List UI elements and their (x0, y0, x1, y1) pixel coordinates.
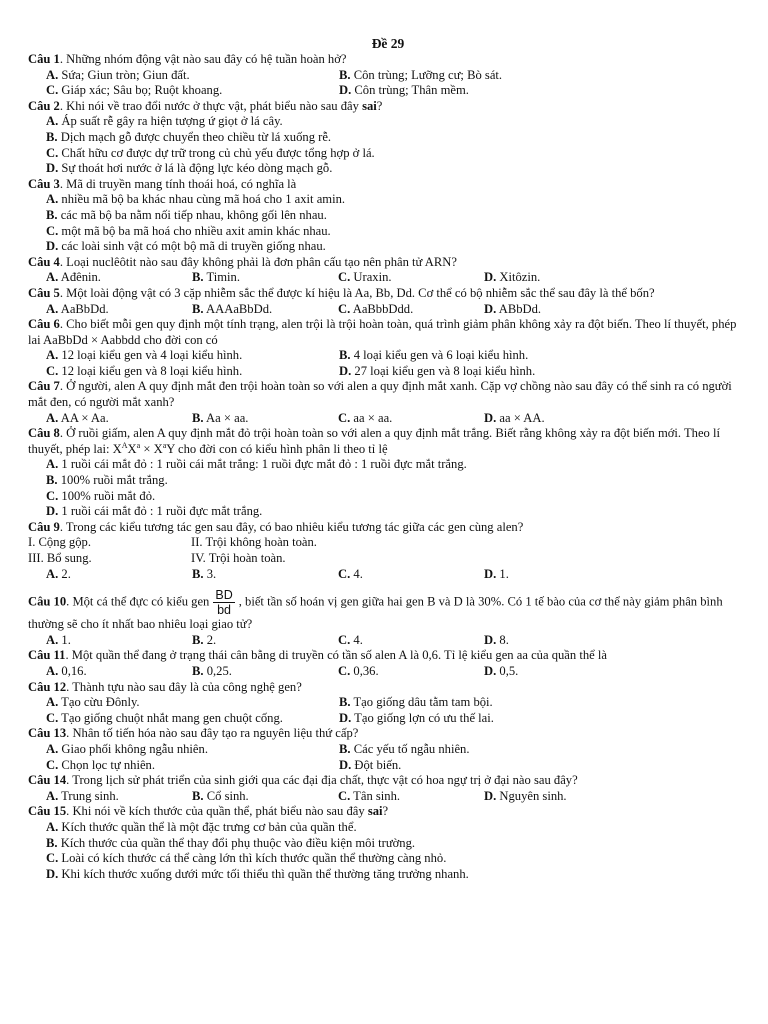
option-a[interactable]: A. Giao phối không ngẫu nhiên. (46, 741, 208, 756)
option-c[interactable]: C. 12 loại kiểu gen và 8 loại kiểu hình. (46, 363, 243, 378)
statement-item: I. Cộng gộp. (28, 535, 91, 550)
question-9 (28, 520, 748, 536)
option-d[interactable]: D. Sự thoát hơi nước ở lá là động lực kéo dòng mạch gỗ. (46, 161, 333, 176)
answer-options (28, 270, 748, 286)
statement-item: II. Trội không hoàn toàn. (191, 535, 317, 550)
option-a[interactable]: A. Ađênin. (46, 270, 101, 285)
option-c[interactable]: C. 100% ruồi mắt đỏ. (46, 488, 156, 503)
answer-options (28, 348, 748, 379)
option-b[interactable]: B. Kích thước của quần thể thay đổi phụ thuộc vào điều kiện môi trường. (46, 835, 416, 850)
option-b[interactable]: B. Timin. (192, 270, 240, 285)
emphasis: sai (367, 804, 383, 819)
statement-list (28, 535, 748, 566)
question-5 (28, 286, 748, 302)
option-c[interactable]: C. Uraxin. (338, 270, 392, 285)
option-b[interactable]: B. Tạo giống dâu tằm tam bội. (339, 695, 493, 710)
option-a[interactable]: A. Tạo cừu Đônly. (46, 695, 140, 710)
question-text: . Một quần thể đang ở trạng thái cân bằng di truyền có tần số alen A là 0,6. Tỉ lệ kiểu gen aa của quần thể là (65, 648, 607, 663)
option-b[interactable]: B. 2. (192, 632, 217, 647)
question-text: . Thành tựu nào sau đây là của công nghệ gen? (66, 679, 302, 694)
option-d[interactable]: D. aa × AA. (484, 410, 545, 425)
question-text: . Nhân tố tiến hóa nào sau đây tạo ra nguyên liệu thứ cấp? (66, 726, 359, 741)
option-c[interactable]: C. một mã bộ ba mã hoá cho nhiều axit amin khác nhau. (46, 223, 331, 238)
option-a[interactable]: A. Trung sinh. (46, 788, 119, 803)
question-text: . Cho biết mỗi gen quy định một tính trạng, alen trội là trội hoàn toàn, quá trình giảm phân không xảy ra đột biến. Theo lí thuyết, phép lai AaBbDd × Aabbdd cho đời con có (28, 317, 737, 347)
option-c[interactable]: C. Chất hữu cơ được dự trữ trong củ chủ yếu được tổng hợp ở lá. (46, 145, 375, 160)
question-14 (28, 773, 748, 789)
question-text: . Một loài động vật có 3 cặp nhiễm sắc thể được kí hiệu là Aa, Bb, Dd. Cơ thể có bộ nhiễm sắc thể sau đây là thể bốn? (59, 285, 655, 300)
option-d[interactable]: D. Khi kích thước xuống dưới mức tối thiểu thì quần thể thường tăng trưởng nhanh. (46, 866, 469, 881)
question-number: Câu 15 (28, 804, 67, 819)
option-b[interactable]: B. 4 loại kiểu gen và 6 loại kiểu hình. (339, 348, 529, 363)
emphasis: sai (362, 98, 377, 113)
answer-options (28, 633, 748, 649)
option-c[interactable]: C. Giáp xác; Sâu bọ; Ruột khoang. (46, 83, 223, 98)
question-4 (28, 255, 748, 271)
option-a[interactable]: A. nhiều mã bộ ba khác nhau cùng mã hoá cho 1 axit amin. (46, 192, 346, 207)
question-number: Câu 8 (28, 426, 60, 441)
option-c[interactable]: C. AaBbbDdd. (338, 301, 414, 316)
question-6 (28, 317, 748, 348)
option-b[interactable]: B. 3. (192, 566, 217, 581)
option-d[interactable]: D. các loài sinh vật có một bộ mã di truyền giống nhau. (46, 239, 326, 254)
exam-title: Đề 29 (371, 36, 405, 51)
answer-options (28, 411, 748, 427)
option-a[interactable]: A. 1. (46, 632, 71, 647)
question-text: . Loại nuclêôtit nào sau đây không phải là đơn phân cấu tạo nên phân tử ARN? (59, 254, 457, 269)
option-a[interactable]: A. 2. (46, 566, 71, 581)
option-b[interactable]: B. Aa × aa. (192, 410, 249, 425)
question-number: Câu 14 (28, 773, 67, 788)
option-a[interactable]: A. Kích thước quần thể là một đặc trưng cơ bản của quần thể. (46, 819, 357, 834)
option-d[interactable]: D. 1 ruồi cái mắt đỏ : 1 ruồi đực mắt trắng. (46, 504, 263, 519)
question-3 (28, 177, 748, 193)
option-a[interactable]: A. AaBbDd. (46, 301, 109, 316)
statement-item: IV. Trội hoàn toàn. (191, 551, 286, 565)
option-a[interactable]: A. 1 ruồi cái mắt đỏ : 1 ruồi cái mắt trắng: 1 ruồi đực mắt đỏ : 1 ruồi đực mắt trắng. (46, 457, 467, 472)
option-d[interactable]: D. Đột biến. (339, 757, 402, 772)
question-10: Câu 10. Một cá thể đực có kiểu gen $\frac{BD}{bd}$ , biết tần số hoán vị gen giữa hai gen B và D là 30%. Có 1 tế bào của cơ thể này giảm phân bình thường sẽ cho ít nhất bao nhiêu loại giao tử? (28, 588, 723, 632)
question-2: Câu 2. Khi nói về trao đổi nước ở thực vật, phát biểu nào sau đây sai? (28, 98, 383, 113)
option-b[interactable]: B. 100% ruồi mắt trắng. (46, 473, 168, 488)
question-number: Câu 10 (28, 594, 67, 609)
question-15: Câu 15. Khi nói về kích thước của quần thể, phát biểu nào sau đây sai? (28, 804, 389, 819)
option-c[interactable]: C. Loài có kích thước cá thể càng lớn thì kích thước quần thể thường càng nhỏ. (46, 851, 447, 866)
option-c[interactable]: C. 0,36. (338, 663, 379, 678)
option-b[interactable]: B. Dịch mạch gỗ được chuyển theo chiều từ lá xuống rễ. (46, 129, 332, 144)
option-a[interactable]: A. 0,16. (46, 663, 87, 678)
question-8: Câu 8. Ở ruồi giấm, alen A quy định mắt đỏ trội hoàn toàn so với alen a quy định mắt trắng. Biết rằng không xảy ra đột biến mới. Theo lí thuyết, phép lai: $X^AX^a \times X^aY$ cho đời con có kiểu hình phân li theo tỉ lệ (28, 426, 720, 456)
question-1 (28, 52, 748, 68)
option-c[interactable]: C. 4. (338, 632, 363, 647)
question-13 (28, 726, 748, 742)
question-number: Câu 6 (28, 317, 60, 332)
option-b[interactable]: B. Côn trùng; Lưỡng cư; Bò sát. (339, 67, 503, 82)
option-a[interactable]: A. AA × Aa. (46, 410, 109, 425)
answer-options (28, 695, 748, 726)
answer-options (28, 68, 748, 99)
question-number: Câu 5 (28, 285, 60, 300)
option-b[interactable]: B. Các yếu tố ngẫu nhiên. (339, 741, 470, 756)
option-d[interactable]: D. Xitôzin. (484, 270, 541, 285)
question-number: Câu 7 (28, 379, 60, 394)
genotype-fraction: $\frac{BD}{bd}$ (215, 588, 233, 618)
option-c[interactable]: C. aa × aa. (338, 410, 393, 425)
option-c[interactable]: C. Chọn lọc tự nhiên. (46, 757, 155, 772)
question-text: . Những nhóm động vật nào sau đây có hệ tuần hoàn hở? (59, 52, 347, 66)
answer-options (28, 302, 748, 318)
option-d[interactable]: D. 1. (484, 566, 509, 581)
question-number: Câu 12 (28, 679, 67, 694)
answer-options (28, 664, 748, 680)
question-text: . Trong các kiểu tương tác gen sau đây, có bao nhiêu kiểu tương tác giữa các gen cùng alen? (59, 519, 524, 534)
option-a[interactable]: A. Áp suất rễ gây ra hiện tượng ứ giọt ở lá cây. (46, 114, 283, 129)
option-d[interactable]: D. 8. (484, 632, 509, 647)
question-7 (28, 379, 748, 410)
answer-options (28, 567, 748, 583)
option-c[interactable]: C. Tạo giống chuột nhắt mang gen chuột cống. (46, 710, 283, 725)
question-number: Câu 1 (28, 52, 60, 66)
question-number: Câu 2 (28, 98, 60, 113)
option-d[interactable]: D. Tạo giống lợn có ưu thế lai. (339, 710, 494, 725)
question-number: Câu 9 (28, 519, 60, 534)
option-b[interactable]: B. các mã bộ ba nằm nối tiếp nhau, không gối lên nhau. (46, 207, 327, 222)
option-b[interactable]: B. Cổ sinh. (192, 788, 249, 803)
option-b[interactable]: B. 0,25. (192, 663, 232, 678)
option-c[interactable]: C. 4. (338, 566, 363, 581)
option-a[interactable]: A. Sứa; Giun tròn; Giun đất. (46, 67, 190, 82)
option-d[interactable]: D. Côn trùng; Thân mềm. (339, 83, 469, 98)
question-text: . Mã di truyền mang tính thoái hoá, có nghĩa là (59, 176, 297, 191)
option-d[interactable]: D. ABbDd. (484, 301, 542, 316)
option-d[interactable]: D. 27 loại kiểu gen và 8 loại kiểu hình. (339, 363, 536, 378)
option-b[interactable]: B. AAAaBbDd. (192, 301, 273, 316)
answer-options (28, 789, 748, 805)
question-number: Câu 4 (28, 254, 60, 269)
option-d[interactable]: D. Nguyên sinh. (484, 788, 567, 803)
question-number: Câu 13 (28, 726, 67, 741)
question-number: Câu 11 (28, 648, 66, 663)
statement-item: III. Bổ sung. (28, 551, 92, 565)
question-text: . Trong lịch sử phát triển của sinh giới qua các đại địa chất, thực vật có hoa ngự trị ở đại nào sau đây? (66, 773, 578, 788)
question-11 (28, 648, 748, 664)
option-a[interactable]: A. 12 loại kiểu gen và 4 loại kiểu hình. (46, 348, 243, 363)
option-d[interactable]: D. 0,5. (484, 663, 519, 678)
question-number: Câu 3 (28, 176, 60, 191)
option-c[interactable]: C. Tân sinh. (338, 788, 401, 803)
answer-options (28, 742, 748, 773)
question-text: . Ở người, alen A quy định mắt đen trội hoàn toàn so với alen a quy định mắt xanh. Cặp vợ chồng nào sau đây có thể sinh ra có người mắt đen, có người mắt xanh? (28, 379, 732, 410)
question-12 (28, 680, 748, 696)
